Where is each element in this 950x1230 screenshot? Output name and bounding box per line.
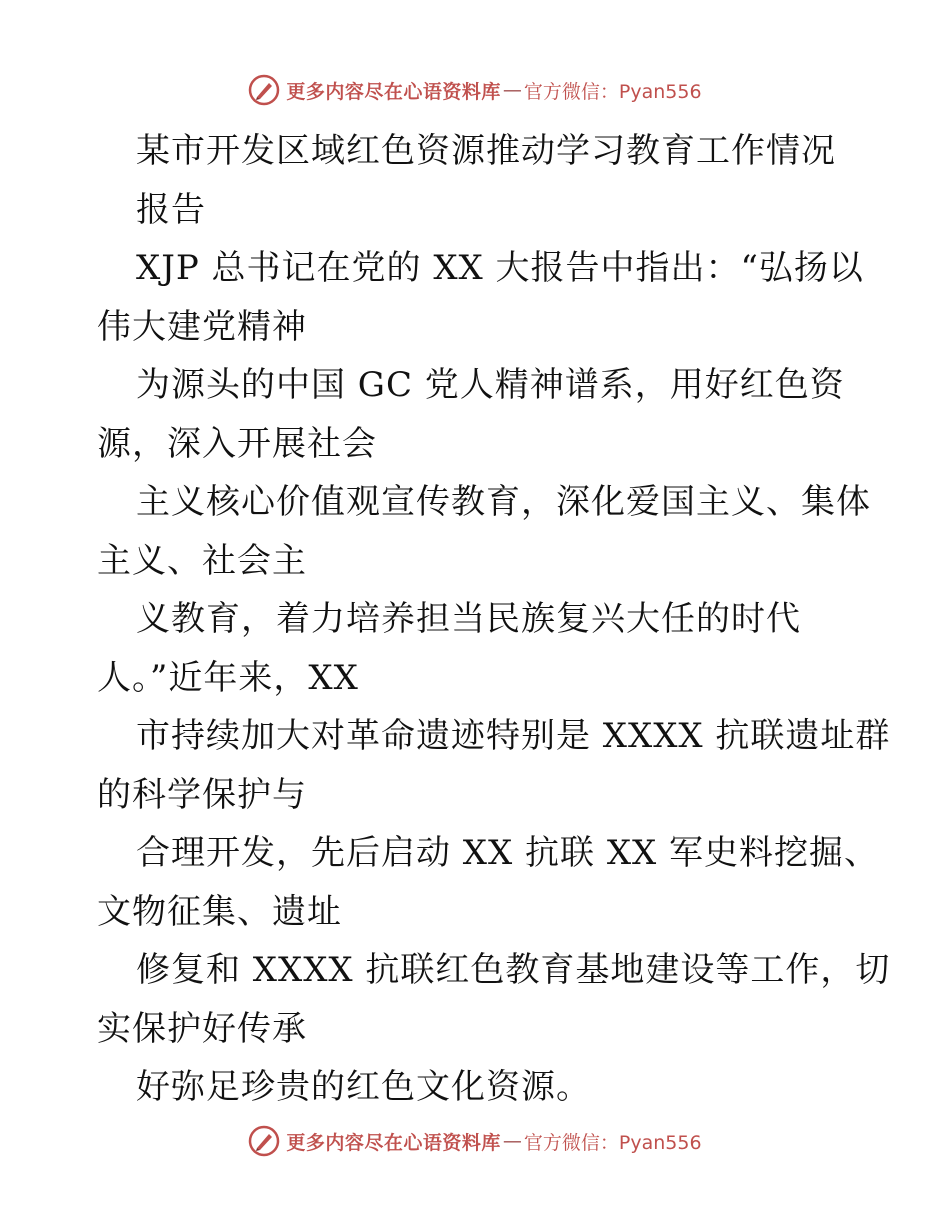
- document-line: 市持续加大对革命遗迹特别是 XXXX 抗联遗址群: [136, 716, 891, 756]
- document-line: 义教育，着力培养担当民族复兴大任的时代: [136, 599, 801, 639]
- document-line: 主义、社会主: [97, 540, 307, 581]
- banner-contact: 官方微信：Pyan556: [523, 1131, 702, 1154]
- footer-banner: [0, 1121, 950, 1161]
- document-line: 文物征集、遗址: [97, 891, 342, 932]
- document-body: [97, 122, 891, 1117]
- document-line: 的科学保护与: [97, 774, 307, 815]
- document-line: 报告: [136, 189, 206, 230]
- document-line: 实保护好传承: [97, 1008, 307, 1049]
- header-banner: [0, 70, 950, 110]
- document-line: 某市开发区域红色资源推动学习教育工作情况: [136, 131, 836, 171]
- document-line: 人。”近年来，XX: [97, 657, 359, 698]
- banner-contact: 官方微信：Pyan556: [523, 80, 702, 103]
- document-line: 主义核心价值观宣传教育，深化爱国主义、集体: [136, 482, 871, 522]
- pen-logo-icon: [248, 1125, 280, 1157]
- document-line: XJP 总书记在党的 XX 大报告中指出：“弘扬以: [136, 248, 864, 288]
- banner-brand: 更多内容尽在心语资料库: [286, 80, 501, 103]
- banner-brand: 更多内容尽在心语资料库: [286, 1131, 501, 1154]
- document-line: 好弥足珍贵的红色文化资源。: [136, 1067, 591, 1107]
- document-line: 修复和 XXXX 抗联红色教育基地建设等工作，切: [136, 950, 891, 990]
- document-line: 为源头的中国 GC 党人精神谱系，用好红色资: [136, 365, 845, 405]
- banner-separator: —: [502, 1130, 522, 1152]
- document-line: 源，深入开展社会: [97, 423, 377, 464]
- document-line: 伟大建党精神: [97, 306, 307, 347]
- banner-separator: —: [502, 79, 522, 101]
- pen-logo-icon: [248, 74, 280, 106]
- document-line: 合理开发，先后启动 XX 抗联 XX 军史料挖掘、: [136, 833, 880, 873]
